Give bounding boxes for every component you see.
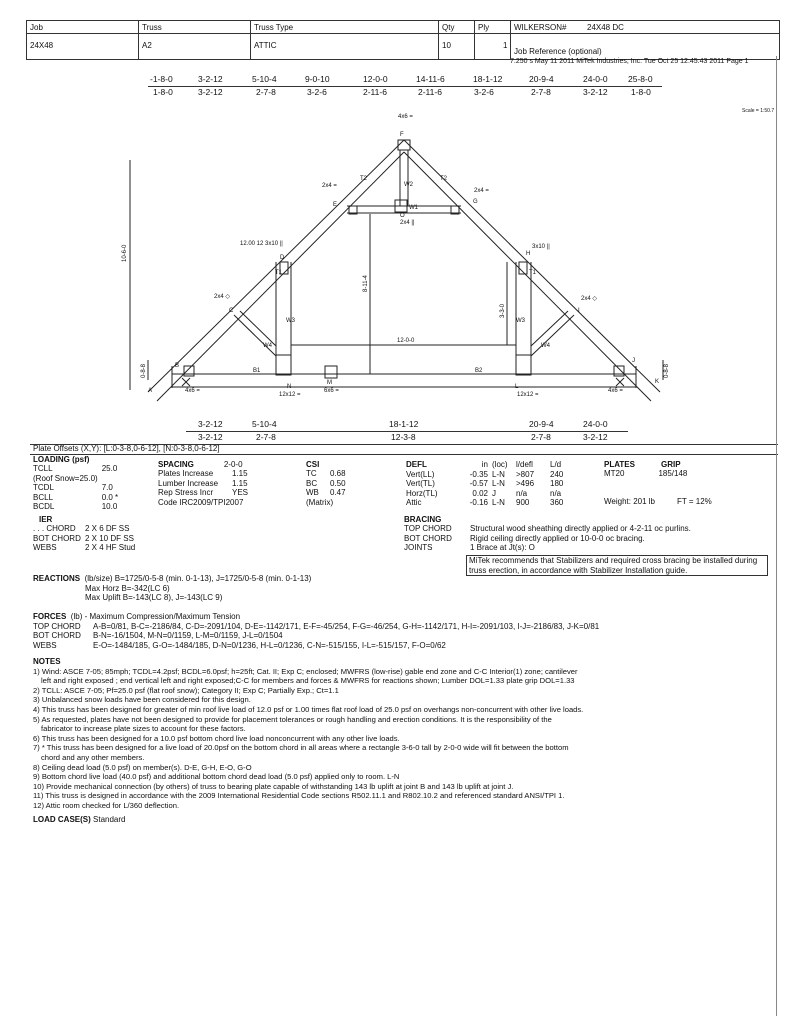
truss-weight: Weight: 201 lb [604,497,655,506]
top-dim-segment-6: 3-2-6 [474,87,494,97]
member-label-w4-left: W4 [263,343,272,349]
plates-table [604,460,712,506]
bracing-row-value: Structural wood sheathing directly applied or 4-2-11 oc purlins. [470,524,691,533]
loading-title: LOADING (psf) [33,455,90,464]
member-label-w2: W2 [404,182,413,188]
csi-row-label: TC [306,469,317,478]
note-line: 6) This truss has been designed for a 10.0 psf bottom chord live load nonconcurrent with any other live loads. [33,733,400,743]
member-label-b2: B2 [475,368,483,374]
defl-cell: -0.16 [469,498,488,507]
bracing-title: BRACING [404,515,442,524]
loading-row-label: TCLL [33,464,53,473]
bracing-row-label: JOINTS [404,543,433,552]
spacing-title: SPACING [158,460,194,469]
top-dim-segment-8: 3-2-12 [583,87,608,97]
joint-label-k: K [655,379,660,385]
lumber-row-value: 2 X 10 DF SS [85,533,134,543]
note-line: 10) Provide mechanical connection (by others) of truss to bearing plate capable of withstanding 143 lb uplift at joint B and 143 lb uplift at joint J. [33,781,514,791]
forces-row-value: A-B=0/81, B-C=-2186/84, C-D=-2091/104, D-E=-1142/171, E-F=-45/254, F-G=-46/254, G-H=-1142/171, H-I=-2091/103, I-J=-2186/83, J-K=0/81 [93,621,600,631]
lumber-row-label: . . . CHORD [33,524,76,533]
top-dim-segment-3: 3-2-6 [307,87,327,97]
lumber-row-value: 2 X 4 HF Stud [85,543,136,552]
member-label-w4-right: W4 [541,343,550,349]
deflection-table [406,460,567,508]
qty-label: Qty [442,23,455,32]
note-line: 2) TCLL: ASCE 7-05; Pf=25.0 psf (flat roof snow); Category II; Exp C; Partially Exp.; Ct=1.1 [33,685,339,695]
defl-cell: -0.57 [469,479,488,488]
spacing-row-value: 1.15 [232,478,248,488]
csi-row-value: 0.68 [330,469,346,478]
defl-cell: Horz(TL) [406,488,438,498]
member-label-t1-right: T1 [529,270,537,276]
top-dim-cumulative-3: 9-0-10 [305,74,330,84]
grip-title: GRIP [660,460,681,469]
top-dim-cumulative-8: 24-0-0 [583,74,608,84]
loading-table [33,455,122,512]
forces-row-label: BOT CHORD [33,631,81,641]
top-dim-segment-4: 2-11-6 [363,87,387,97]
defl-cell: 0.02 [472,488,488,498]
top-dim-cumulative-7: 20-9-4 [529,74,554,84]
qty-value: 10 [442,41,451,50]
reactions-title: REACTIONS [33,574,81,583]
loading-row-label: BCLL [33,492,54,502]
joint-label-e: E [333,202,338,208]
plate-apex: 4x6 = [398,114,413,120]
joint-label-f: F [400,132,404,138]
defl-cell: 240 [550,469,564,479]
top-dim-cumulative-6: 18-1-12 [473,74,503,84]
note-line: 7) * This truss has been designed for a live load of 20.0psf on the bottom chord in all areas where a rectangle 3-6-0 tall by 2-0-0 wide will fit between the bottom [33,743,569,753]
defl-title: DEFL [406,460,427,469]
job-reference: Job Reference (optional) [514,47,602,56]
top-dim-cumulative-0: -1-8-0 [150,74,173,84]
customer-ref: 24X48 DC [587,23,624,32]
forces-title: FORCES [33,612,67,621]
stabilizer-notice [466,555,768,576]
spacing-table [158,460,252,507]
job-value: 24X48 [30,41,54,50]
defl-cell: L-N [492,469,505,479]
plate-n: 12x12 = [279,392,301,398]
note-line: chord and any other members. [41,752,145,762]
csi-row-label: WB [306,488,319,497]
defl-cell: n/a [516,488,528,498]
member-label-w3-left: W3 [286,318,295,324]
page-border [776,56,777,1016]
top-dim-cumulative-1: 3-2-12 [198,74,223,84]
notes-title: NOTES [33,657,61,666]
top-dim-cumulative-4: 12-0-0 [363,74,388,84]
plate-type: MT20 [604,469,625,478]
spacing-row-label: Plates Increase [158,469,214,478]
bottom-dim-cumulative-4: 24-0-0 [583,419,608,429]
defl-header: in [481,460,488,469]
left-heel-dim: 0-8-8 [141,363,147,378]
defl-cell: L-N [492,479,505,488]
bracing-row-value: 1 Brace at Jt(s): O [470,543,535,552]
note-line: 11) This truss is designed in accordance with the 2009 International Residential Code sections R502.11.1 and R802.10.2 and referenced standard ANSI/TPI 1. [33,791,565,801]
lumber-table [33,515,139,553]
left-height-dim: 10-6-0 [122,244,128,262]
bracing-row-label: BOT CHORD [404,533,452,543]
load-case-title: LOAD CASE(S) [33,815,91,824]
plate-o: 2x4 || [400,220,415,226]
bottom-dim-segment-1: 2-7-8 [256,432,276,442]
forces-subtitle: (lb) - Maximum Compression/Maximum Tension [70,612,241,621]
top-dim-segment-9: 1-8-0 [631,87,651,97]
spacing-row-value: YES [232,488,249,497]
lumber-row-value: 2 X 6 DF SS [85,524,130,533]
bottom-dim-segment-3: 2-7-8 [531,432,551,442]
csi-row-label: BC [306,478,318,488]
note-line: 8) Ceiling dead load (5.0 psf) on member(s). D-E, G-H, E-O, G-O [33,762,252,772]
loading-row-label: (Roof Snow=25.0) [33,473,98,483]
note-line: left and right exposed ; end vertical left and right exposed;C-C for members and forces & MWFRS for reactions shown; Lumber DOL=1.33 plate grip DOL=1.33 [41,676,575,686]
joint-label-g: G [473,199,478,205]
software-line: 7.250 s May 11 2011 MiTek Industries, Inc. Tue Oct 25 12:45:43 2011 Page 1 [510,58,749,65]
bottom-dim-cumulative-1: 5-10-4 [252,419,277,429]
defl-cell: >496 [516,479,535,488]
joint-label-m: M [327,380,332,386]
stabilizer-notice-line: truss erection, in accordance with Stabilizer Installation guide. [469,565,688,575]
truss-type-value: ATTIC [254,41,277,50]
plate-heel-left: 4x6 = [185,388,200,394]
top-dim-segment-2: 2-7-8 [256,87,276,97]
center-height-dim: 8-11-4 [363,275,369,292]
ft-percent: FT = 12% [677,497,712,506]
defl-cell: 180 [550,479,564,488]
csi-matrix: (Matrix) [306,497,334,507]
defl-cell: L-N [492,498,505,507]
top-dim-cumulative-2: 5-10-4 [252,74,277,84]
reactions-line: (lb/size) B=1725/0-5-8 (min. 0-1-13), J=1725/0-5-8 (min. 0-1-13) [84,574,312,583]
lumber-row-label: WEBS [33,543,57,552]
bottom-dim-segment-4: 3-2-12 [583,432,608,442]
bracing-row-value: Rigid ceiling directly applied or 10-0-0 oc bracing. [470,533,645,543]
defl-cell: Attic [406,498,422,507]
member-label-w3-right: W3 [516,318,525,324]
forces-row-value: B-N=-16/1504, M-N=0/1159, L-M=0/1159, J-L=0/1504 [93,631,283,641]
note-line: 3) Unbalanced snow loads have been considered for this design. [33,695,251,705]
defl-cell: J [492,488,496,498]
stabilizer-notice-line: MiTek recommends that Stabilizers and required cross bracing be installed during [469,556,758,565]
plate-l: 12x12 = [517,392,539,398]
defl-cell: 900 [516,498,530,507]
forces-row-value: E-O=-1484/185, G-O=-1484/185, D-N=0/1236, H-L=0/1236, C-N=-515/155, I-L=-515/157, F-O=0/62 [93,640,446,650]
loading-row-value: 10.0 [101,502,118,511]
ply-value: 1 [503,41,508,50]
joint-label-d: D [280,255,285,261]
member-label-w1: W1 [409,205,418,211]
loading-row-value [102,474,122,484]
lumber-row-label: BOT CHORD [33,533,81,543]
plate-h: 3x10 || [532,244,550,250]
loading-row-label: BCDL [33,502,55,511]
truss-label: Truss [142,23,162,32]
spacing-row-label: Rep Stress Incr [158,488,214,497]
reactions-line: Max Horz B=-342(LC 6) [85,583,170,593]
note-line: 5) As requested, plates have not been designed to provide for placement tolerances or rough handling and erection conditions. It is the responsibility of the [33,714,552,724]
truss-value: A2 [142,41,152,50]
job-label: Job [30,23,43,32]
note-line: 4) This truss has been designed for greater of min roof live load of 12.0 psf or 1.00 times flat roof load of 25.0 psf on overhangs non-concurrent with other live loads. [33,704,584,714]
loading-row-value: 25.0 [101,464,118,473]
bottom-dim-segment-0: 3-2-12 [198,432,223,442]
top-dim-segment-7: 2-7-8 [531,87,551,97]
member-label-b1: B1 [253,368,261,374]
forces-row-label: WEBS [33,640,57,650]
lumber-title: IER [39,515,53,524]
csi-row-value: 0.47 [330,488,346,497]
defl-cell: Vert(LL) [406,469,435,479]
joint-label-b: B [175,363,180,369]
spacing-row-value: 1.15 [232,469,248,478]
joint-label-h: H [526,251,531,257]
loading-row-value: 7.0 [101,483,113,492]
defl-cell: -0.35 [469,469,488,479]
plate-g: 2x4 = [474,188,489,194]
defl-cell: >807 [516,469,535,479]
spacing-code: Code IRC2009/TPI2007 [158,497,244,507]
defl-header: L/d [550,460,562,469]
load-case-block [33,815,125,824]
bracing-row-label: TOP CHORD [404,524,452,533]
truss-drawing [0,0,800,450]
member-label-t2-right: T2 [440,176,448,182]
top-dim-segment-1: 3-2-12 [198,87,223,97]
plate-m: 6x6 = [324,388,339,394]
bottom-dim-segment-2: 12-3-8 [391,432,416,442]
plate-offsets: Plate Offsets (X,Y): [L:0-3-8,0-6-12], [N:0-3-8,0-6-12] [33,444,220,453]
notes-block [33,657,583,811]
joint-label-j: J [632,358,635,364]
reactions-line: Max Uplift B=-143(LC 8), J=-143(LC 9) [85,593,223,603]
defl-header: (loc) [492,460,508,469]
reactions-block [33,574,311,603]
defl-header: l/defl [516,460,533,469]
csi-table [306,460,350,507]
defl-cell: n/a [550,488,562,498]
plate-c: 2x4 ◇ [214,294,230,300]
note-line: 9) Bottom chord live load (40.0 psf) and additional bottom chord dead load (5.0 psf) applied only to room. L-N [33,772,400,782]
plate-d: 12.00 12 3x10 || [240,241,283,247]
top-dim-cumulative-9: 25-8-0 [628,74,653,84]
forces-block [33,612,603,650]
customer-name: WILKERSON# [514,23,567,32]
bottom-dim-cumulative-0: 3-2-12 [198,419,223,429]
note-line: 12) Attic room checked for L/360 deflection. [33,800,180,810]
csi-row-value: 0.50 [330,478,346,488]
note-line: fabricator to increase plate sizes to account for these factors. [41,724,246,734]
plate-grip: 185/148 [658,469,688,478]
joint-label-c: C [229,308,234,314]
load-case-value: Standard [93,815,126,824]
drawing-scale: Scale = 1:50.7 [742,108,775,114]
spacing-value: 2-0-0 [223,460,243,469]
joint-label-n: N [287,384,292,390]
note-line: 1) Wind: ASCE 7-05; 85mph; TCDL=4.2psf; BCDL=6.0psf; h=25ft; Cat. II; Exp C; enclosed; MWFRS (low-rise) gable end zone and C-C Interior(1) zone; cantilever [33,666,578,676]
plates-title: PLATES [604,460,635,469]
bottom-dim-cumulative-2: 18-1-12 [389,419,419,429]
joint-label-a: A [148,388,153,394]
loading-row-value: 0.0 * [101,492,119,502]
forces-row-label: TOP CHORD [33,621,81,631]
defl-cell: 360 [550,498,564,507]
bottom-dim-cumulative-3: 20-9-4 [529,419,554,429]
loading-row-label: TCDL [33,483,54,492]
plate-heel-right: 4x6 = [608,388,623,394]
room-width-dim: 12-0-0 [397,338,415,344]
defl-cell: Vert(TL) [406,479,435,488]
plate-i: 2x4 ◇ [581,296,597,302]
plate-e: 2x4 = [322,183,337,189]
top-dim-segment-0: 1-8-0 [153,87,173,97]
csi-title: CSI [306,460,320,469]
top-dim-cumulative-5: 14-11-6 [416,74,445,84]
spacing-row-label: Lumber Increase [158,478,219,488]
member-label-t1-left: T1 [275,270,283,276]
ply-label: Ply [478,23,490,32]
bracing-table [404,515,695,553]
joint-label-l: L [515,384,519,390]
right-height-dim: 3-3-0 [500,303,506,318]
member-label-t2-left: T2 [360,176,368,182]
truss-type-label: Truss Type [254,23,294,32]
right-heel-dim: 0-8-8 [664,363,670,378]
top-dim-segment-5: 2-11-6 [418,87,442,97]
joint-label-i: I [578,308,580,314]
joint-label-o: O [400,213,405,219]
